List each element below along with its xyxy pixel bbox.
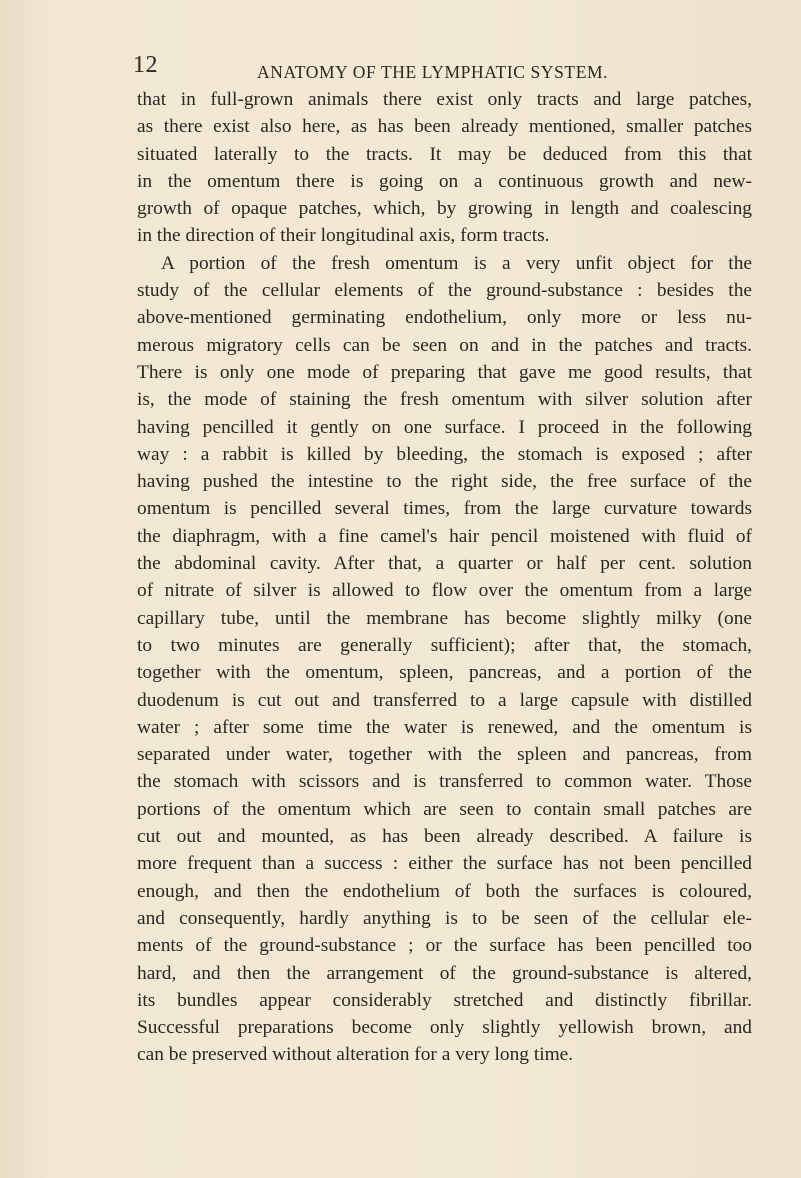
- text-line: situated laterally to the tracts. It may be deduced from this that: [137, 143, 752, 165]
- text-line: the abdominal cavity. After that, a quarter or half per cent. solution: [137, 553, 752, 575]
- body-text: [137, 86, 752, 1069]
- text-line: the stomach with scissors and is transferred to common water. Those: [137, 771, 752, 793]
- text-line: water ; after some time the water is renewed, and the omentum is: [137, 716, 752, 738]
- text-line: hard, and then the arrangement of the ground-substance is altered,: [137, 962, 752, 984]
- text-line: separated under water, together with the spleen and pancreas, from: [137, 744, 752, 766]
- text-line: above-mentioned germinating endothelium, only more or less nu-: [137, 307, 752, 329]
- text-line: capillary tube, until the membrane has become slightly milky (one: [137, 607, 752, 629]
- text-line: the diaphragm, with a fine camel's hair pencil moistened with fluid of: [137, 525, 752, 547]
- text-line: having pushed the intestine to the right side, the free surface of the: [137, 471, 752, 493]
- page-header: [0, 52, 801, 82]
- text-line: merous migratory cells can be seen on and in the patches and tracts.: [137, 334, 752, 356]
- text-line: cut out and mounted, as has been already described. A failure is: [137, 826, 752, 848]
- text-line: portions of the omentum which are seen to contain small patches are: [137, 798, 752, 820]
- text-line: having pencilled it gently on one surface. I proceed in the following: [137, 416, 752, 438]
- text-line: as there exist also here, as has been already mentioned, smaller patches: [137, 116, 752, 138]
- text-line: omentum is pencilled several times, from the large curvature towards: [137, 498, 752, 520]
- text-line: in the direction of their longitudinal axis, form tracts.: [137, 225, 550, 247]
- text-line: enough, and then the endothelium of both the surfaces is coloured,: [137, 880, 752, 902]
- text-line: Successful preparations become only slightly yellowish brown, and: [137, 1017, 752, 1039]
- text-line: its bundles appear considerably stretched and distinctly fibrillar.: [137, 989, 752, 1011]
- page-number: 12: [133, 52, 158, 78]
- text-line: of nitrate of silver is allowed to flow over the omentum from a large: [137, 580, 752, 602]
- text-line: A portion of the fresh omentum is a very unfit object for the: [161, 252, 752, 274]
- text-line: can be preserved without alteration for a very long time.: [137, 1044, 574, 1066]
- text-line: in the omentum there is going on a continuous growth and new-: [137, 170, 752, 192]
- text-line: way : a rabbit is killed by bleeding, the stomach is exposed ; after: [137, 443, 752, 465]
- text-line: is, the mode of staining the fresh omentum with silver solution after: [137, 389, 752, 411]
- text-line: that in full-grown animals there exist only tracts and large patches,: [137, 89, 752, 110]
- running-head: ANATOMY OF THE LYMPHATIC SYSTEM.: [257, 62, 609, 82]
- text-line: duodenum is cut out and transferred to a large capsule with distilled: [137, 689, 752, 711]
- text-line: to two minutes are generally sufficient); after that, the stomach,: [137, 634, 752, 656]
- text-line: and consequently, hardly anything is to be seen of the cellular ele-: [137, 907, 752, 929]
- text-line: ments of the ground-substance ; or the surface has been pencilled too: [137, 935, 752, 957]
- text-line: study of the cellular elements of the ground-substance : besides the: [137, 280, 752, 302]
- text-line: more frequent than a success : either the surface has not been pencilled: [137, 853, 752, 875]
- text-line: There is only one mode of preparing that gave me good results, that: [137, 361, 752, 383]
- text-line: together with the omentum, spleen, pancreas, and a portion of the: [137, 662, 752, 684]
- text-line: growth of opaque patches, which, by growing in length and coalescing: [137, 198, 752, 220]
